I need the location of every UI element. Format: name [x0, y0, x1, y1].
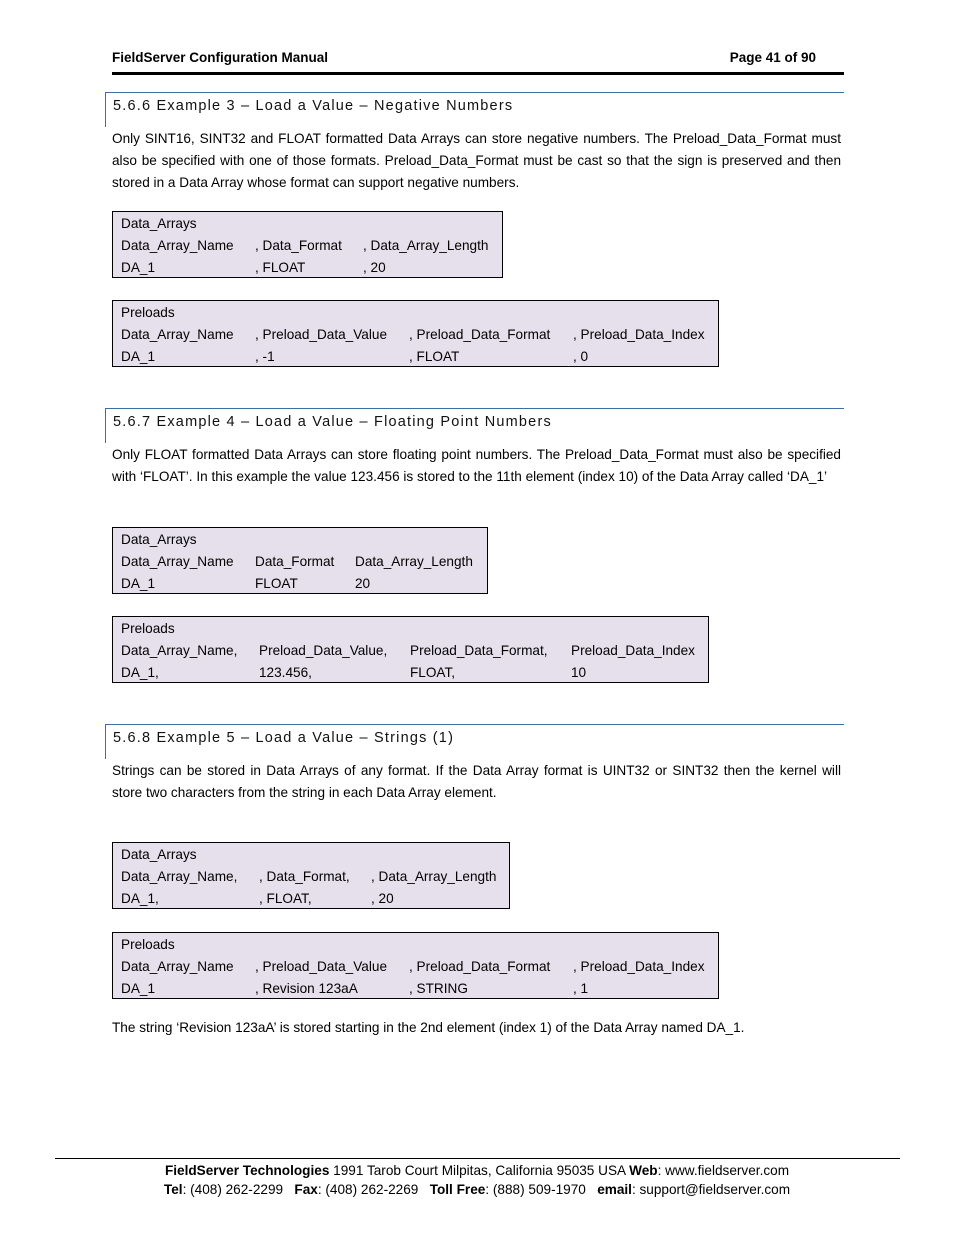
config-cell: Data_Array_Name, [121, 869, 238, 884]
config-cell: , Preload_Data_Index [573, 327, 705, 342]
footer-email-label: email [597, 1182, 632, 1197]
footer-address: 1991 Tarob Court Milpitas, California 95035 USA [329, 1163, 630, 1178]
footer-address-line [0, 1163, 954, 1178]
config-cell: , Revision 123aA [255, 981, 358, 996]
config-title: Data_Arrays [121, 532, 197, 547]
config-cell: DA_1, [121, 891, 159, 906]
document-title: FieldServer Configuration Manual [112, 50, 329, 65]
footer-fax: : (408) 262-2269 [317, 1182, 430, 1197]
footer-company: FieldServer Technologies [164, 1163, 330, 1178]
config-cell: DA_1, [121, 665, 159, 680]
page-number: Page 41 of 90 [729, 50, 816, 65]
config-cell: Data_Array_Name [121, 327, 234, 342]
config-cell: 123.456, [259, 665, 312, 680]
config-cell: DA_1 [121, 576, 156, 591]
footer-tollfree-label: Toll Free [429, 1182, 486, 1197]
section-heading-5-6-7 [105, 408, 844, 443]
config-cell: , -1 [255, 349, 275, 364]
section-title: 5.6.7 Example 4 – Load a Value – Floating Point Numbers [113, 414, 552, 430]
footer-contact-line [0, 1182, 954, 1197]
config-cell: 10 [571, 665, 587, 680]
config-cell: , Data_Array_Length [371, 869, 497, 884]
section-paragraph: Strings can be stored in Data Arrays of any format. If the Data Array format is UINT32 or SINT32 then the kernel will store two characters from the string in each Data Array element. [112, 763, 841, 800]
config-cell: Data_Format [255, 554, 335, 569]
config-cell: , Preload_Data_Value [255, 959, 388, 974]
config-cell: DA_1 [121, 349, 156, 364]
header-rule [112, 72, 844, 75]
section-title: 5.6.6 Example 3 – Load a Value – Negative Numbers [113, 98, 514, 114]
footer-email: : support@fieldserver.com [631, 1182, 791, 1197]
section-paragraph: Only SINT16, SINT32 and FLOAT formatted Data Arrays can store negative numbers. The Preload_Data_Format must also be specified with one of those formats. Preload_Data_Format must be cast so that the sign is preserved and then stored in a Data Array whose format can support negative numbers. [112, 131, 841, 190]
config-cell: DA_1 [121, 981, 156, 996]
closing-note: The string ‘Revision 123aA’ is stored starting in the 2nd element (index 1) of the Data Array named DA_1. [112, 1020, 745, 1035]
config-cell: Preload_Data_Format, [410, 643, 548, 658]
section-heading-5-6-6 [105, 92, 844, 127]
footer-rule [55, 1158, 900, 1159]
section-heading-5-6-8 [105, 724, 844, 759]
section-title: 5.6.8 Example 5 – Load a Value – Strings (1) [113, 730, 455, 746]
config-cell: , Preload_Data_Format [409, 959, 551, 974]
config-cell: FLOAT, [410, 665, 456, 680]
section-paragraph: Only FLOAT formatted Data Arrays can store floating point numbers. The Preload_Data_Format must also be specified with ‘FLOAT’. In this example the value 123.456 is stored to the 11th element (index 10) of the Data Array called ‘DA_1’ [112, 447, 841, 484]
config-cell: Data_Array_Name, [121, 643, 238, 658]
footer-fax-label: Fax [294, 1182, 318, 1197]
config-cell: Data_Array_Name [121, 554, 234, 569]
footer-web: : www.fieldserver.com [657, 1163, 790, 1178]
config-title: Preloads [121, 305, 175, 320]
config-cell: DA_1 [121, 260, 156, 275]
config-cell: 20 [355, 576, 371, 591]
data-arrays-config-box [112, 211, 503, 278]
config-cell: , Preload_Data_Format [409, 327, 551, 342]
data-arrays-config-box [112, 527, 488, 594]
config-cell: , 20 [363, 260, 386, 275]
footer-tel: : (408) 262-2299 [182, 1182, 295, 1197]
config-cell: Data_Array_Name [121, 959, 234, 974]
config-cell: , FLOAT, [259, 891, 312, 906]
config-cell: , Preload_Data_Index [573, 959, 705, 974]
config-cell: , 20 [371, 891, 394, 906]
config-cell: , 1 [573, 981, 589, 996]
config-cell: Data_Array_Length [355, 554, 473, 569]
config-cell: Preload_Data_Value, [259, 643, 388, 658]
footer-tollfree: : (888) 509-1970 [485, 1182, 598, 1197]
config-cell: , Preload_Data_Value [255, 327, 388, 342]
config-title: Data_Arrays [121, 847, 197, 862]
footer-tel-label: Tel [163, 1182, 183, 1197]
config-title: Preloads [121, 621, 175, 636]
config-cell: , Data_Format [255, 238, 342, 253]
config-cell: , FLOAT [409, 349, 460, 364]
config-cell: , STRING [409, 981, 468, 996]
config-cell: Data_Array_Name [121, 238, 234, 253]
config-cell: Preload_Data_Index [571, 643, 695, 658]
preloads-config-box [112, 932, 719, 999]
config-cell: , FLOAT [255, 260, 306, 275]
footer-web-label: Web [629, 1163, 658, 1178]
preloads-config-box [112, 300, 719, 367]
config-cell: , 0 [573, 349, 589, 364]
config-cell: FLOAT [255, 576, 298, 591]
data-arrays-config-box [112, 842, 510, 909]
config-title: Data_Arrays [121, 216, 197, 231]
config-title: Preloads [121, 937, 175, 952]
preloads-config-box [112, 616, 709, 683]
config-cell: , Data_Format, [259, 869, 350, 884]
config-cell: , Data_Array_Length [363, 238, 489, 253]
